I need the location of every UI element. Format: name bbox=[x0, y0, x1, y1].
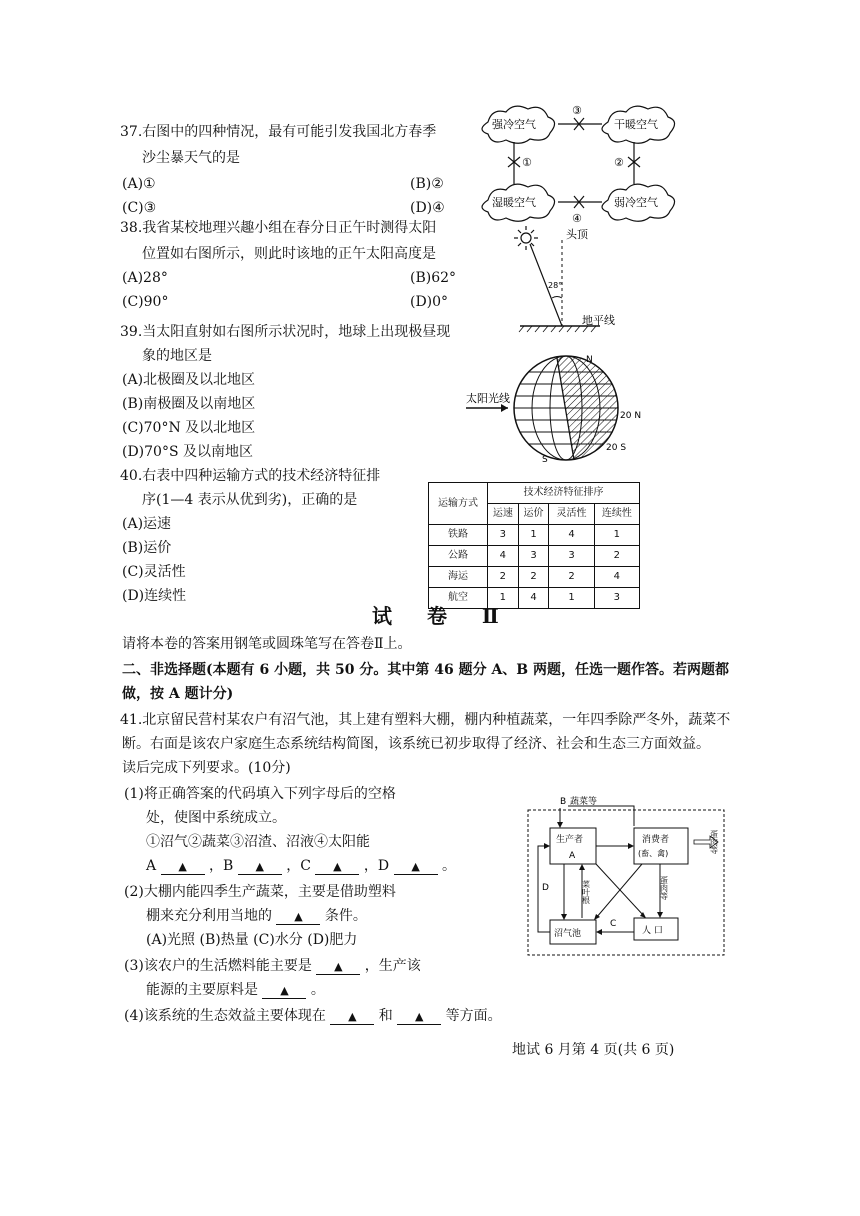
table-row bbox=[429, 567, 640, 588]
table-cell: 公路 bbox=[429, 546, 488, 567]
table-cell: 航空 bbox=[429, 588, 488, 609]
table-cell: 3 bbox=[488, 525, 519, 546]
lat-20s-label: 20 S bbox=[606, 443, 627, 453]
q41-part2-options: (A)光照 (B)热量 (C)水分 (D)肥力 bbox=[146, 932, 358, 948]
q41-part1-blanks bbox=[146, 856, 456, 876]
answer-blank-part3b[interactable]: ▲ bbox=[262, 984, 306, 999]
answer-blank-part3a[interactable]: ▲ bbox=[316, 960, 360, 975]
part3b-text-end: 。 bbox=[310, 982, 325, 998]
q38-stem: 38.我省某校地理兴趣小组在春分日正午时测得太阳 bbox=[120, 220, 437, 236]
table-header-mode: 运输方式 bbox=[429, 483, 488, 525]
section-instructions: 二、非选择题(本题有 6 小题，共 50 分。其中第 46 题分 A、B 两题，任选一题作答。若两题都 bbox=[122, 662, 730, 678]
table-cell: 2 bbox=[549, 567, 594, 588]
q41-part1: (1)将正确答案的代码填入下列字母后的空格 bbox=[124, 786, 396, 802]
part3-text-end: ，生产该 bbox=[364, 958, 421, 974]
q40-option-b[interactable]: (B)运价 bbox=[122, 540, 172, 556]
table-cell: 4 bbox=[549, 525, 594, 546]
table-row bbox=[429, 546, 640, 567]
consumer-sub-label: (畜、禽) bbox=[638, 849, 669, 858]
answer-blank-c[interactable]: ▲ bbox=[315, 860, 359, 875]
egg-meat-in-label: 蛋肉等 bbox=[659, 876, 669, 900]
q40-option-c[interactable]: (C)灵活性 bbox=[122, 564, 186, 580]
table-cell: 2 bbox=[594, 546, 639, 567]
table-cell: 3 bbox=[518, 546, 549, 567]
table-cell: 铁路 bbox=[429, 525, 488, 546]
section-note: 请将本卷的答案用钢笔或圆珠笔写在答卷Ⅱ上。 bbox=[122, 636, 412, 652]
cloud-label-dry-warm: 干暖空气 bbox=[614, 118, 658, 131]
table-cell: 3 bbox=[594, 588, 639, 609]
q38-option-c[interactable]: (C)90° bbox=[122, 294, 169, 310]
table-cell: 4 bbox=[488, 546, 519, 567]
cloud-label-weak-cold: 弱冷空气 bbox=[614, 196, 658, 209]
marker-4: ④ bbox=[572, 212, 582, 225]
lat-20n-label: 20 N bbox=[620, 411, 642, 421]
q41-part4 bbox=[124, 1006, 502, 1026]
q40-stem: 40.右表中四种运输方式的技术经济特征排 bbox=[120, 468, 381, 484]
q39-option-c[interactable]: (C)70°N 及以北地区 bbox=[122, 420, 256, 436]
q41-part2: (2)大棚内能四季生产蔬菜，主要是借助塑料 bbox=[124, 884, 396, 900]
table-cell: 4 bbox=[518, 588, 549, 609]
table-cell: 1 bbox=[518, 525, 549, 546]
globe-illumination-diagram bbox=[460, 352, 660, 466]
vegetables-label: 蔬菜等 bbox=[570, 797, 598, 807]
population-label: 人 口 bbox=[642, 926, 663, 936]
q41-part1-choices: ①沼气②蔬菜③沼渣、沼液④太阳能 bbox=[146, 834, 370, 850]
q41-part2-cont bbox=[146, 906, 367, 926]
table-cell: 1 bbox=[488, 588, 519, 609]
answer-blank-part2[interactable]: ▲ bbox=[276, 910, 320, 925]
answer-blank-part4a[interactable]: ▲ bbox=[330, 1010, 374, 1025]
q41-intro: 41.北京留民营村某农户有沼气池，其上建有塑料大棚，棚内种植蔬菜，一年四季除严冬外，蔬菜不 bbox=[120, 712, 731, 728]
table-cell: 2 bbox=[518, 567, 549, 588]
egg-meat-out-label: 蛋肉等 bbox=[709, 830, 719, 854]
south-label: S bbox=[542, 455, 548, 465]
biogas-pool-label: 沼气池 bbox=[554, 929, 582, 939]
q39-option-b[interactable]: (B)南极圈及以南地区 bbox=[122, 396, 256, 412]
q37-option-d[interactable]: (D)④ bbox=[410, 200, 445, 216]
consumer-label: 消费者 bbox=[642, 835, 670, 845]
part2-text-end: 条件。 bbox=[324, 908, 367, 924]
table-header-group: 技术经济特征排序 bbox=[488, 483, 640, 504]
q38-stem-cont: 位置如右图所示，则此时该地的正午太阳高度是 bbox=[142, 246, 436, 262]
answer-blank-d[interactable]: ▲ bbox=[394, 860, 438, 875]
horizon-label: 地平线 bbox=[582, 314, 615, 327]
blank-label-b: ，B bbox=[209, 858, 234, 874]
q39-option-d[interactable]: (D)70°S 及以南地区 bbox=[122, 444, 254, 460]
answer-blank-part4b[interactable]: ▲ bbox=[397, 1010, 441, 1025]
q41-part1-cont: 处，使图中系统成立。 bbox=[146, 810, 286, 826]
eco-system-diagram bbox=[524, 790, 734, 960]
q38-option-d[interactable]: (D)0° bbox=[410, 294, 449, 310]
q38-option-a[interactable]: (A)28° bbox=[122, 270, 168, 286]
north-label: N bbox=[586, 355, 593, 365]
part2-text: 棚来充分利用当地的 bbox=[146, 908, 272, 924]
table-header: 连续性 bbox=[594, 504, 639, 525]
q39-option-a[interactable]: (A)北极圈及以北地区 bbox=[122, 372, 256, 388]
table-cell: 1 bbox=[594, 525, 639, 546]
d-label: D bbox=[542, 883, 549, 893]
table-header: 运价 bbox=[518, 504, 549, 525]
blank-end-punct: 。 bbox=[442, 858, 456, 874]
producer-label: 生产者 bbox=[556, 835, 584, 845]
part4-and: 和 bbox=[378, 1008, 393, 1024]
q37-option-a[interactable]: (A)① bbox=[122, 176, 156, 192]
q40-stem-cont: 序(1—4 表示从优到劣)，正确的是 bbox=[142, 492, 358, 508]
sun-icon bbox=[514, 226, 538, 250]
producer-a-label: A bbox=[569, 851, 576, 861]
section-instructions-cont: 做，按 A 题计分) bbox=[122, 686, 234, 702]
sunlight-label: 太阳光线 bbox=[466, 392, 510, 405]
blank-label-d: ，D bbox=[363, 858, 390, 874]
q37-stem: 37.右图中的四种情况，最有可能引发我国北方春季 bbox=[120, 124, 437, 140]
leaf-root-label: 菜叶根 bbox=[581, 880, 591, 904]
marker-3: ③ bbox=[572, 104, 582, 117]
q39-stem: 39.当太阳直射如右图所示状况时，地球上出现极昼现 bbox=[120, 324, 451, 340]
q37-option-b[interactable]: (B)② bbox=[410, 176, 444, 192]
c-label: C bbox=[610, 919, 617, 929]
cloud-label-strong-cold: 强冷空气 bbox=[492, 118, 536, 131]
q40-option-a[interactable]: (A)运速 bbox=[122, 516, 172, 532]
air-mass-diagram bbox=[470, 100, 700, 225]
q41-part3 bbox=[124, 956, 421, 976]
marker-1: ① bbox=[522, 156, 532, 169]
part4-text-end: 等方面。 bbox=[445, 1008, 502, 1024]
q41-part3-cont bbox=[146, 980, 325, 1000]
angle-label: 28° bbox=[548, 281, 563, 290]
table-header: 灵活性 bbox=[549, 504, 594, 525]
cloud-label-humid-warm: 湿暖空气 bbox=[492, 196, 536, 209]
blank-label-c: ，C bbox=[286, 858, 311, 874]
part4-text: (4)该系统的生态效益主要体现在 bbox=[124, 1008, 326, 1024]
q40-option-d[interactable]: (D)连续性 bbox=[122, 588, 187, 604]
table-cell: 2 bbox=[488, 567, 519, 588]
b-label: B bbox=[560, 797, 567, 807]
part3-text: (3)该农户的生活燃料能主要是 bbox=[124, 958, 312, 974]
q41-intro-cont: 断。右面是该农户家庭生态系统结构简图，该系统已初步取得了经济、社会和生态三方面效益。 bbox=[122, 736, 710, 752]
table-cell: 3 bbox=[549, 546, 594, 567]
answer-blank-a[interactable]: ▲ bbox=[161, 860, 205, 875]
answer-blank-b[interactable]: ▲ bbox=[238, 860, 282, 875]
zenith-label: 头顶 bbox=[566, 228, 588, 241]
q41-intro-score: 读后完成下列要求。(10分) bbox=[122, 760, 291, 776]
table-row bbox=[429, 525, 640, 546]
table-cell: 4 bbox=[594, 567, 639, 588]
section-title: 试 卷 Ⅱ bbox=[372, 604, 513, 628]
table-cell: 1 bbox=[549, 588, 594, 609]
table-header: 运速 bbox=[488, 504, 519, 525]
q37-option-c[interactable]: (C)③ bbox=[122, 200, 157, 216]
q39-stem-cont: 象的地区是 bbox=[142, 348, 212, 364]
solar-altitude-diagram bbox=[490, 222, 660, 342]
q37-stem-cont: 沙尘暴天气的是 bbox=[142, 150, 240, 166]
blank-label-a: A bbox=[146, 858, 157, 874]
q38-option-b[interactable]: (B)62° bbox=[410, 270, 457, 286]
part3b-text: 能源的主要原料是 bbox=[146, 982, 258, 998]
marker-2: ② bbox=[614, 156, 624, 169]
transport-table bbox=[428, 482, 640, 609]
page-footer: 地试 6 月第 4 页(共 6 页) bbox=[512, 1042, 675, 1058]
table-cell: 海运 bbox=[429, 567, 488, 588]
